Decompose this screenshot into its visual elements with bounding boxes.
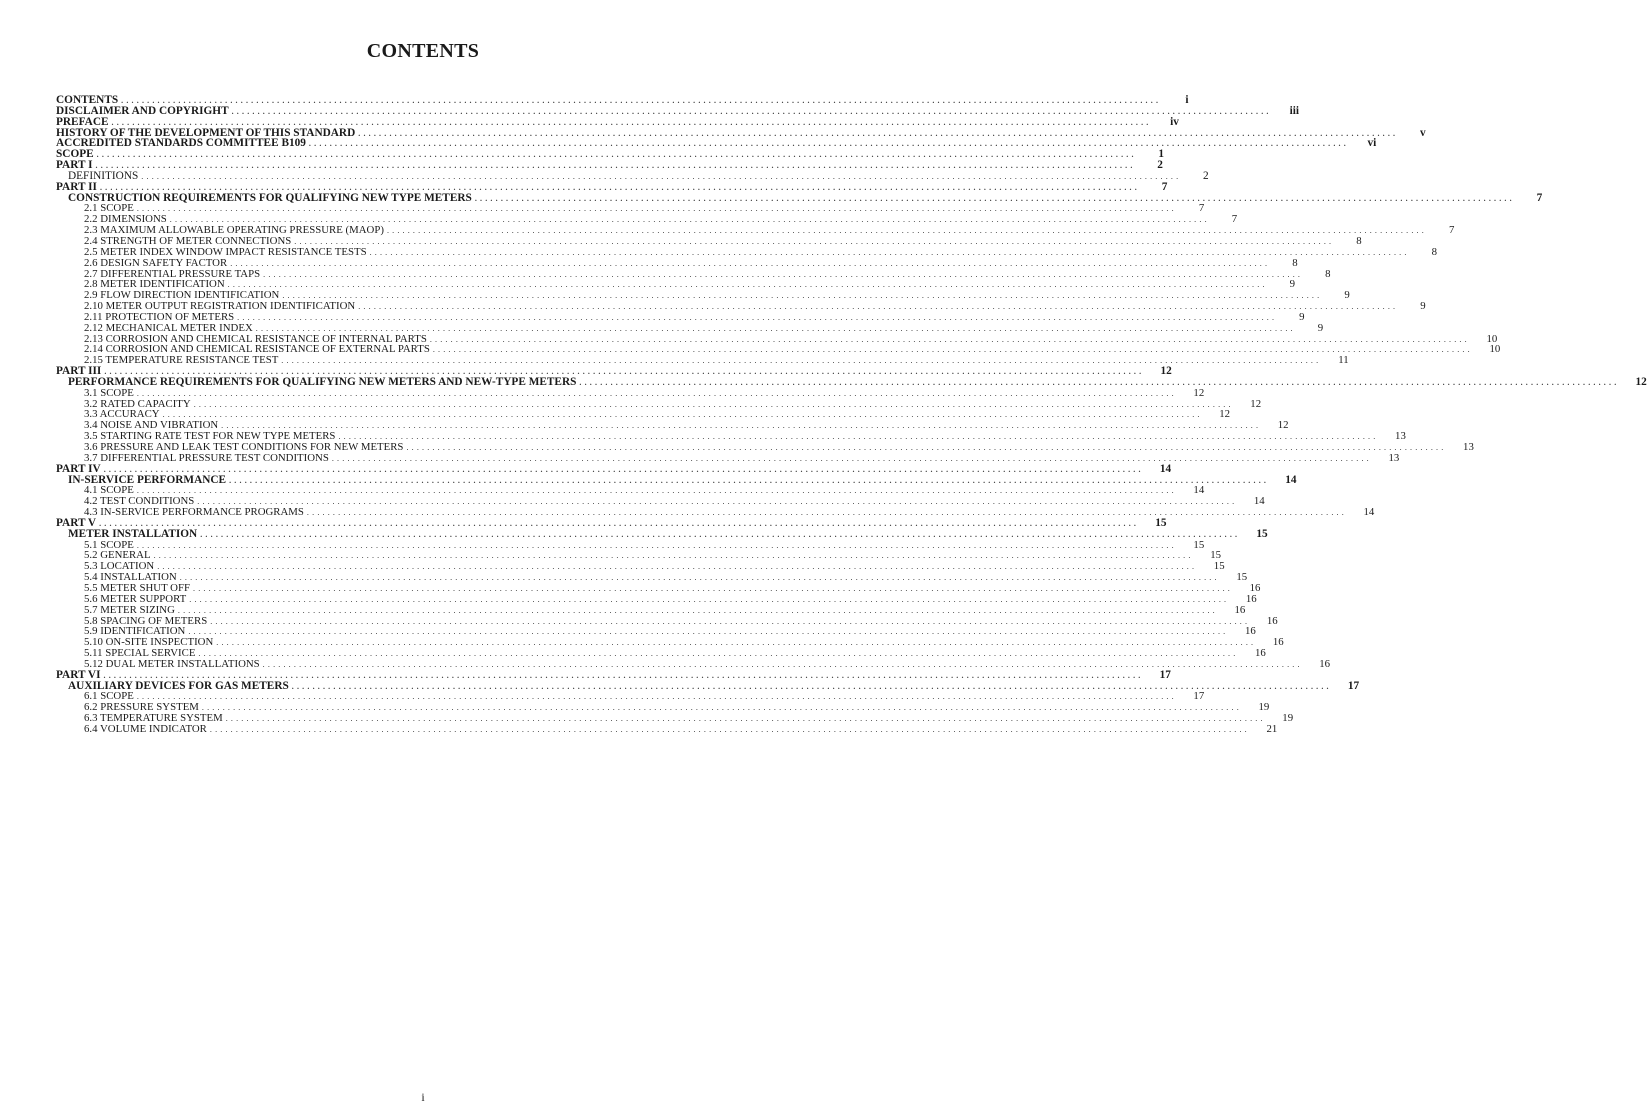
- toc-entry-label: 5.2 GENERAL: [84, 549, 151, 562]
- toc-entry-label: 5.4 INSTALLATION: [84, 571, 177, 584]
- table-of-contents: [56, 94, 1647, 735]
- dot-leader: . . . . . . . . . . . . . . . . . . . . . . . . . . . . . . . . . . . . . . . . . . . . . . . . . . . . . . . . . . . . . . . . . . . . . . . . . . . . . . . . . . . . . . . . . . . . . . . . . . . . . . . . . . . . . . . . . . . . . . . . . . . . . . . . . . . . . . . . . . . . . . . . . . . . . . . . . . . . . . . . . . . . . . . . . . . . . . . . . . . . . . . . . . . . . . . . . . . . . . . .: [210, 616, 1248, 626]
- toc-entry[interactable]: [56, 191, 1543, 204]
- toc-entry-label: 5.9 IDENTIFICATION: [84, 625, 186, 638]
- dot-leader: . . . . . . . . . . . . . . . . . . . . . . . . . . . . . . . . . . . . . . . . . . . . . . . . . . . . . . . . . . . . . . . . . . . . . . . . . . . . . . . . . . . . . . . . . . . . . . . . . . . . . . . . . . . . . . . . . . . . . . . . . . . . . . . . . . . . . . . . . . . . . . . . . . . . . . . . . . . . . . . . . . . . . . . . . . . . . . . . . . . . . . . . . . . . . . . . . . . . . . . .: [188, 627, 1226, 637]
- toc-entry-page: i: [1185, 94, 1189, 106]
- toc-entry-page: 8: [1292, 256, 1298, 269]
- dot-leader: . . . . . . . . . . . . . . . . . . . . . . . . . . . . . . . . . . . . . . . . . . . . . . . . . . . . . . . . . . . . . . . . . . . . . . . . . . . . . . . . . . . . . . . . . . . . . . . . . . . . . . . . . . . . . . . . . . . . . . . . . . . . . . . . . . . . . . . . . . . . . . . . . . . . . . . . . . . . . . . . . . . . . . . . . . . . . . . . . . . . . . . . . . . . . . . . . . . . . . . .: [432, 345, 1471, 355]
- toc-entry-page: 13: [1388, 451, 1400, 464]
- toc-entry-label: 2.3 MAXIMUM ALLOWABLE OPERATING PRESSURE (MAOP): [84, 224, 384, 237]
- toc-entry[interactable]: [56, 159, 1163, 172]
- toc-entry-label: PART VI: [56, 668, 101, 681]
- toc-entry-label: 5.1 SCOPE: [84, 538, 134, 551]
- toc-entry-page: v: [1420, 126, 1426, 139]
- toc-entry-page: 10: [1489, 343, 1501, 356]
- toc-entry-page: 12: [1160, 365, 1172, 378]
- toc-entry-label: 4.1 SCOPE: [84, 484, 134, 497]
- toc-entry-label: 2.11 PROTECTION OF METERS: [84, 310, 235, 323]
- toc-entry-page: 16: [1319, 657, 1331, 670]
- dot-leader: . . . . . . . . . . . . . . . . . . . . . . . . . . . . . . . . . . . . . . . . . . . . . . . . . . . . . . . . . . . . . . . . . . . . . . . . . . . . . . . . . . . . . . . . . . . . . . . . . . . . . . . . . . . . . . . . . . . . . . . . . . . . . . . . . . . . . . . . . . . . . . . . . . . . . . . . . . . . . . . . . . . . . . . . . . . . . . . . . . . . . . . . . . . . . . . . . . . . . . . .: [230, 258, 1268, 268]
- toc-entry-label: 2.15 TEMPERATURE RESISTANCE TEST: [84, 354, 279, 367]
- toc-entry-page: 19: [1258, 701, 1270, 714]
- toc-entry-page: iv: [1170, 115, 1179, 128]
- dot-leader: . . . . . . . . . . . . . . . . . . . . . . . . . . . . . . . . . . . . . . . . . . . . . . . . . . . . . . . . . . . . . . . . . . . . . . . . . . . . . . . . . . . . . . . . . . . . . . . . . . . . . . . . . . . . . . . . . . . . . . . . . . . . . . . . . . . . . . . . . . . . . . . . . . . . . . . . . . . . . . . . . . . . . . . . . . . . . . . . . . . . . . . . . . . . . . . . . . . . . . . .: [136, 388, 1175, 398]
- toc-entry-label: PREFACE: [56, 115, 109, 128]
- toc-entry-page: 13: [1395, 430, 1406, 443]
- toc-entry-page: 7: [1161, 180, 1168, 193]
- toc-entry[interactable]: [56, 256, 1298, 269]
- toc-entry[interactable]: [56, 657, 1331, 670]
- toc-entry-page: 9: [1289, 278, 1296, 291]
- toc-entry[interactable]: [56, 321, 1324, 334]
- toc-entry[interactable]: [56, 451, 1400, 464]
- toc-entry-label: 2.7 DIFFERENTIAL PRESSURE TAPS: [84, 267, 261, 280]
- toc-entry-label: 3.5 STARTING RATE TEST FOR NEW TYPE METERS: [84, 430, 336, 443]
- toc-entry-label: METER INSTALLATION: [68, 527, 198, 540]
- toc-entry[interactable]: [56, 527, 1268, 540]
- dot-leader: . . . . . . . . . . . . . . . . . . . . . . . . . . . . . . . . . . . . . . . . . . . . . . . . . . . . . . . . . . . . . . . . . . . . . . . . . . . . . . . . . . . . . . . . . . . . . . . . . . . . . . . . . . . . . . . . . . . . . . . . . . . . . . . . . . . . . . . . . . . . . . . . . . . . . . . . . . . . . . . . . . . . . . . . . . . . . . . . . . . . . . . . . . . . . . . . . . . . . . . .: [331, 453, 1370, 463]
- toc-entry-label: 5.7 METER SIZING: [84, 603, 175, 616]
- toc-entry-label: PART IV: [56, 462, 101, 475]
- dot-leader: . . . . . . . . . . . . . . . . . . . . . . . . . . . . . . . . . . . . . . . . . . . . . . . . . . . . . . . . . . . . . . . . . . . . . . . . . . . . . . . . . . . . . . . . . . . . . . . . . . . . . . . . . . . . . . . . . . . . . . . . . . . . . . . . . . . . . . . . . . . . . . . . . . . . . . . . . . . . . . . . . . . . . . . . . . . . . . . . . . . . . . . . . . . . . . . . . . . . . . . .: [281, 356, 1319, 366]
- dot-leader: . . . . . . . . . . . . . . . . . . . . . . . . . . . . . . . . . . . . . . . . . . . . . . . . . . . . . . . . . . . . . . . . . . . . . . . . . . . . . . . . . . . . . . . . . . . . . . . . . . . . . . . . . . . . . . . . . . . . . . . . . . . . . . . . . . . . . . . . . . . . . . . . . . . . . . . . . . . . . . . . . . . . . . . . . . . . . . . . . . . . . . . . . . . . . . . . . . . . . . . .: [162, 410, 1201, 420]
- toc-entry-label: PART V: [56, 516, 97, 529]
- dot-leader: . . . . . . . . . . . . . . . . . . . . . . . . . . . . . . . . . . . . . . . . . . . . . . . . . . . . . . . . . . . . . . . . . . . . . . . . . . . . . . . . . . . . . . . . . . . . . . . . . . . . . . . . . . . . . . . . . . . . . . . . . . . . . . . . . . . . . . . . . . . . . . . . . . . . . . . . . . . . . . . . . . . . . . . . . . . . . . . . . . . . . . . . . . . . . . . . . . . . . . . .: [386, 226, 1425, 236]
- toc-entry[interactable]: [56, 354, 1349, 367]
- toc-entry-page: 19: [1282, 712, 1294, 725]
- toc-entry[interactable]: [56, 115, 1179, 128]
- toc-entry-page: 8: [1325, 267, 1331, 280]
- toc-entry[interactable]: [56, 722, 1278, 735]
- toc-entry-page: 9: [1344, 289, 1350, 302]
- toc-entry[interactable]: [56, 180, 1168, 193]
- toc-entry-label: DISCLAIMER AND COPYRIGHT: [56, 104, 229, 117]
- toc-entry-page: 12: [1250, 397, 1262, 410]
- dot-leader: . . . . . . . . . . . . . . . . . . . . . . . . . . . . . . . . . . . . . . . . . . . . . . . . . . . . . . . . . . . . . . . . . . . . . . . . . . . . . . . . . . . . . . . . . . . . . . . . . . . . . . . . . . . . . . . . . . . . . . . . . . . . . . . . . . . . . . . . . . . . . . . . . . . . . . . . . . . . . . . . . . . . . . . . . . . . . . . . . . . . . . . . . . . . . . . . . . . . . . . .: [263, 269, 1301, 279]
- toc-entry-label: PART II: [56, 180, 97, 193]
- toc-entry-label: 5.6 METER SUPPORT: [84, 592, 187, 605]
- toc-entry-label: ACCREDITED STANDARDS COMMITTEE B109: [56, 137, 306, 150]
- dot-leader: . . . . . . . . . . . . . . . . . . . . . . . . . . . . . . . . . . . . . . . . . . . . . . . . . . . . . . . . . . . . . . . . . . . . . . . . . . . . . . . . . . . . . . . . . . . . . . . . . . . . . . . . . . . . . . . . . . . . . . . . . . . . . . . . . . . . . . . . . . . . . . . . . . . . . . . . . . . . . . . . . . . . . . . . . . . . . . . . . . . . . . . . . . . . . . . . . . . . . . . .: [179, 573, 1218, 583]
- toc-entry-page: 14: [1285, 473, 1297, 486]
- dot-leader: . . . . . . . . . . . . . . . . . . . . . . . . . . . . . . . . . . . . . . . . . . . . . . . . . . . . . . . . . . . . . . . . . . . . . . . . . . . . . . . . . . . . . . . . . . . . . . . . . . . . . . . . . . . . . . . . . . . . . . . . . . . . . . . . . . . . . . . . . . . . . . . . . . . . . . . . . . . . . . . . . . . . . . . . . . . . . . . . . . . . . . . . . . . . . . . . . . . . . . . .: [201, 703, 1240, 713]
- dot-leader: . . . . . . . . . . . . . . . . . . . . . . . . . . . . . . . . . . . . . . . . . . . . . . . . . . . . . . . . . . . . . . . . . . . . . . . . . . . . . . . . . . . . . . . . . . . . . . . . . . . . . . . . . . . . . . . . . . . . . . . . . . . . . . . . . . . . . . . . . . . . . . . . . . . . . . . . . . . . . . . . . . . . . . . . . . . . . . . . . . . . . . . . . . . . . . . . . . . . . . . .: [177, 605, 1216, 615]
- toc-entry-page: 8: [1356, 234, 1362, 247]
- dot-leader: . . . . . . . . . . . . . . . . . . . . . . . . . . . . . . . . . . . . . . . . . . . . . . . . . . . . . . . . . . . . . . . . . . . . . . . . . . . . . . . . . . . . . . . . . . . . . . . . . . . . . . . . . . . . . . . . . . . . . . . . . . . . . . . . . . . . . . . . . . . . . . . . . . . . . . . . . . . . . . . . . . . . . . . . . . . . . . . . . . . . . . . . . . . . . . . . . . . . . . . .: [358, 302, 1396, 312]
- dot-leader: . . . . . . . . . . . . . . . . . . . . . . . . . . . . . . . . . . . . . . . . . . . . . . . . . . . . . . . . . . . . . . . . . . . . . . . . . . . . . . . . . . . . . . . . . . . . . . . . . . . . . . . . . . . . . . . . . . . . . . . . . . . . . . . . . . . . . . . . . . . . . . . . . . . . . . . . . . . . . . . . . . . . . . . . . . . . . . . . . . . . . . . . . . . . . . . . . . . . . . . .: [96, 150, 1135, 160]
- toc-entry-label: 2.9 FLOW DIRECTION IDENTIFICATION: [84, 289, 280, 302]
- toc-entry-label: CONSTRUCTION REQUIREMENTS FOR QUALIFYING NEW TYPE METERS: [68, 191, 472, 204]
- toc-entry-page: 14: [1193, 484, 1205, 497]
- dot-leader: . . . . . . . . . . . . . . . . . . . . . . . . . . . . . . . . . . . . . . . . . . . . . . . . . . . . . . . . . . . . . . . . . . . . . . . . . . . . . . . . . . . . . . . . . . . . . . . . . . . . . . . . . . . . . . . . . . . . . . . . . . . . . . . . . . . . . . . . . . . . . . . . . . . . . . . . . . . . . . . . . . . . . . . . . . . . . . . . . . . . . . . . . . . . . . . . . . . . . . . .: [111, 117, 1149, 127]
- toc-entry-label: 5.12 DUAL METER INSTALLATIONS: [84, 657, 260, 670]
- toc-entry-page: 15: [1155, 516, 1167, 529]
- toc-entry-page: 2: [1157, 159, 1163, 172]
- toc-entry-label: 2.14 CORROSION AND CHEMICAL RESISTANCE OF EXTERNAL PARTS: [84, 343, 430, 356]
- toc-entry-page: 17: [1159, 668, 1171, 681]
- dot-leader: . . . . . . . . . . . . . . . . . . . . . . . . . . . . . . . . . . . . . . . . . . . . . . . . . . . . . . . . . . . . . . . . . . . . . . . . . . . . . . . . . . . . . . . . . . . . . . . . . . . . . . . . . . . . . . . . . . . . . . . . . . . . . . . . . . . . . . . . . . . . . . . . . . . . . . . . . . . . . . . . . . . . . . . . . . . . . . . . . . . . . . . . . . . . . . . . . . . . . . . .: [369, 247, 1407, 257]
- dot-leader: . . . . . . . . . . . . . . . . . . . . . . . . . . . . . . . . . . . . . . . . . . . . . . . . . . . . . . . . . . . . . . . . . . . . . . . . . . . . . . . . . . . . . . . . . . . . . . . . . . . . . . . . . . . . . . . . . . . . . . . . . . . . . . . . . . . . . . . . . . . . . . . . . . . . . . . . . . . . . . . . . . . . . . . . . . . . . . . . . . . . . . . . . . . . . . . . . . . . . . . .: [200, 529, 1238, 539]
- page-number: i: [421, 1090, 425, 1104]
- toc-entry[interactable]: [56, 538, 1205, 551]
- dot-leader: . . . . . . . . . . . . . . . . . . . . . . . . . . . . . . . . . . . . . . . . . . . . . . . . . . . . . . . . . . . . . . . . . . . . . . . . . . . . . . . . . . . . . . . . . . . . . . . . . . . . . . . . . . . . . . . . . . . . . . . . . . . . . . . . . . . . . . . . . . . . . . . . . . . . . . . . . . . . . . . . . . . . . . . . . . . . . . . . . . . . . . . . . . . . . . . . . . . . . . . .: [136, 204, 1175, 214]
- toc-entry-page: 21: [1266, 722, 1278, 735]
- toc-entry[interactable]: [56, 473, 1297, 486]
- toc-entry-label: 2.12 MECHANICAL METER INDEX: [84, 321, 253, 334]
- toc-entry-label: 6.4 VOLUME INDICATOR: [84, 722, 207, 735]
- toc-entry-label: PART I: [56, 159, 93, 172]
- dot-leader: . . . . . . . . . . . . . . . . . . . . . . . . . . . . . . . . . . . . . . . . . . . . . . . . . . . . . . . . . . . . . . . . . . . . . . . . . . . . . . . . . . . . . . . . . . . . . . . . . . . . . . . . . . . . . . . . . . . . . . . . . . . . . . . . . . . . . . . . . . . . . . . . . . . . . . . . . . . . . . . . . . . . . . . . . . . . . . . . . . . . . . . . . . . . . . . . . . . . . . . .: [103, 670, 1141, 680]
- dot-leader: . . . . . . . . . . . . . . . . . . . . . . . . . . . . . . . . . . . . . . . . . . . . . . . . . . . . . . . . . . . . . . . . . . . . . . . . . . . . . . . . . . . . . . . . . . . . . . . . . . . . . . . . . . . . . . . . . . . . . . . . . . . . . . . . . . . . . . . . . . . . . . . . . . . . . . . . . . . . . . . . . . . . . . . . . . . . . . . . . . . . . . . . . . . . . . . . . . . . . . . .: [579, 377, 1617, 387]
- dot-leader: . . . . . . . . . . . . . . . . . . . . . . . . . . . . . . . . . . . . . . . . . . . . . . . . . . . . . . . . . . . . . . . . . . . . . . . . . . . . . . . . . . . . . . . . . . . . . . . . . . . . . . . . . . . . . . . . . . . . . . . . . . . . . . . . . . . . . . . . . . . . . . . . . . . . . . . . . . . . . . . . . . . . . . . . . . . . . . . . . . . . . . . . . . . . . . . . . . . . . . . .: [221, 421, 1259, 431]
- dot-leader: . . . . . . . . . . . . . . . . . . . . . . . . . . . . . . . . . . . . . . . . . . . . . . . . . . . . . . . . . . . . . . . . . . . . . . . . . . . . . . . . . . . . . . . . . . . . . . . . . . . . . . . . . . . . . . . . . . . . . . . . . . . . . . . . . . . . . . . . . . . . . . . . . . . . . . . . . . . . . . . . . . . . . . . . . . . . . . . . . . . . . . . . . . . . . . . . . . . . . . . .: [291, 681, 1330, 691]
- toc-entry[interactable]: [56, 679, 1360, 692]
- toc-entry-label: 6.2 PRESSURE SYSTEM: [84, 701, 199, 714]
- toc-entry-label: IN-SERVICE PERFORMANCE: [68, 473, 227, 486]
- dot-leader: . . . . . . . . . . . . . . . . . . . . . . . . . . . . . . . . . . . . . . . . . . . . . . . . . . . . . . . . . . . . . . . . . . . . . . . . . . . . . . . . . . . . . . . . . . . . . . . . . . . . . . . . . . . . . . . . . . . . . . . . . . . . . . . . . . . . . . . . . . . . . . . . . . . . . . . . . . . . . . . . . . . . . . . . . . . . . . . . . . . . . . . . . . . . . . . . . . . . . . . .: [216, 638, 1254, 648]
- toc-entry[interactable]: [56, 137, 1377, 150]
- toc-entry[interactable]: [56, 386, 1205, 399]
- toc-entry-page: 16: [1272, 636, 1284, 649]
- toc-entry[interactable]: [56, 603, 1246, 616]
- toc-entry-label: HISTORY OF THE DEVELOPMENT OF THIS STANDARD: [56, 126, 356, 139]
- toc-entry-label: 3.4 NOISE AND VIBRATION: [84, 419, 219, 432]
- toc-entry-page: 12: [1277, 419, 1289, 432]
- toc-entry-label: 5.5 METER SHUT OFF: [84, 581, 190, 594]
- toc-entry-page: 9: [1299, 310, 1305, 323]
- dot-leader: . . . . . . . . . . . . . . . . . . . . . . . . . . . . . . . . . . . . . . . . . . . . . . . . . . . . . . . . . . . . . . . . . . . . . . . . . . . . . . . . . . . . . . . . . . . . . . . . . . . . . . . . . . . . . . . . . . . . . . . . . . . . . . . . . . . . . . . . . . . . . . . . . . . . . . . . . . . . . . . . . . . . . . . . . . . . . . . . . . . . . . . . . . . . . . . . . . . . . . . .: [209, 724, 1248, 734]
- toc-entry-page: 9: [1317, 321, 1324, 334]
- toc-entry-label: 4.2 TEST CONDITIONS: [84, 495, 195, 508]
- toc-entry-label: 3.1 SCOPE: [84, 386, 134, 399]
- dot-leader: . . . . . . . . . . . . . . . . . . . . . . . . . . . . . . . . . . . . . . . . . . . . . . . . . . . . . . . . . . . . . . . . . . . . . . . . . . . . . . . . . . . . . . . . . . . . . . . . . . . . . . . . . . . . . . . . . . . . . . . . . . . . . . . . . . . . . . . . . . . . . . . . . . . . . . . . . . . . . . . . . . . . . . . . . . . . . . . . . . . . . . . . . . . . . . . . . . . . . . . .: [157, 562, 1195, 572]
- toc-entry[interactable]: [56, 375, 1647, 388]
- dot-leader: . . . . . . . . . . . . . . . . . . . . . . . . . . . . . . . . . . . . . . . . . . . . . . . . . . . . . . . . . . . . . . . . . . . . . . . . . . . . . . . . . . . . . . . . . . . . . . . . . . . . . . . . . . . . . . . . . . . . . . . . . . . . . . . . . . . . . . . . . . . . . . . . . . . . . . . . . . . . . . . . . . . . . . . . . . . . . . . . . . . . . . . . . . . . . . . . . . . . . . . .: [169, 215, 1208, 225]
- toc-entry[interactable]: [56, 668, 1171, 681]
- dot-leader: . . . . . . . . . . . . . . . . . . . . . . . . . . . . . . . . . . . . . . . . . . . . . . . . . . . . . . . . . . . . . . . . . . . . . . . . . . . . . . . . . . . . . . . . . . . . . . . . . . . . . . . . . . . . . . . . . . . . . . . . . . . . . . . . . . . . . . . . . . . . . . . . . . . . . . . . . . . . . . . . . . . . . . . . . . . . . . . . . . . . . . . . . . . . . . . . . . . . . . . .: [406, 443, 1444, 452]
- toc-entry-page: 15: [1213, 560, 1225, 573]
- toc-entry-label: 2.8 METER IDENTIFICATION: [84, 278, 225, 291]
- toc-entry-label: 3.2 RATED CAPACITY: [84, 397, 191, 410]
- toc-entry-label: PERFORMANCE REQUIREMENTS FOR QUALIFYING NEW METERS AND NEW-TYPE METERS: [68, 375, 577, 388]
- toc-entry[interactable]: [56, 506, 1375, 519]
- dot-leader: . . . . . . . . . . . . . . . . . . . . . . . . . . . . . . . . . . . . . . . . . . . . . . . . . . . . . . . . . . . . . . . . . . . . . . . . . . . . . . . . . . . . . . . . . . . . . . . . . . . . . . . . . . . . . . . . . . . . . . . . . . . . . . . . . . . . . . . . . . . . . . . . . . . . . . . . . . . . . . . . . . . . . . . . . . . . . . . . . . . . . . . . . . . . . . . . . . . . . . . .: [136, 486, 1175, 496]
- toc-entry-page: vi: [1367, 137, 1377, 150]
- dot-leader: . . . . . . . . . . . . . . . . . . . . . . . . . . . . . . . . . . . . . . . . . . . . . . . . . . . . . . . . . . . . . . . . . . . . . . . . . . . . . . . . . . . . . . . . . . . . . . . . . . . . . . . . . . . . . . . . . . . . . . . . . . . . . . . . . . . . . . . . . . . . . . . . . . . . . . . . . . . . . . . . . . . . . . . . . . . . . . . . . . . . . . . . . . . . . . . . . . . . . . . .: [95, 161, 1133, 171]
- toc-entry-label: 5.3 LOCATION: [84, 560, 155, 573]
- toc-entry-page: 10: [1486, 332, 1498, 345]
- dot-leader: . . . . . . . . . . . . . . . . . . . . . . . . . . . . . . . . . . . . . . . . . . . . . . . . . . . . . . . . . . . . . . . . . . . . . . . . . . . . . . . . . . . . . . . . . . . . . . . . . . . . . . . . . . . . . . . . . . . . . . . . . . . . . . . . . . . . . . . . . . . . . . . . . . . . . . . . . . . . . . . . . . . . . . . . . . . . . . . . . . . . . . . . . . . . . . . . . . . . . . . .: [225, 714, 1264, 724]
- toc-entry-label: 4.3 IN-SERVICE PERFORMANCE PROGRAMS: [84, 506, 304, 519]
- toc-entry-label: 6.3 TEMPERATURE SYSTEM: [84, 712, 223, 725]
- toc-entry-label: SCOPE: [56, 148, 94, 161]
- toc-entry-page: 15: [1193, 538, 1205, 551]
- toc-entry-page: 16: [1244, 625, 1256, 638]
- dot-leader: . . . . . . . . . . . . . . . . . . . . . . . . . . . . . . . . . . . . . . . . . . . . . . . . . . . . . . . . . . . . . . . . . . . . . . . . . . . . . . . . . . . . . . . . . . . . . . . . . . . . . . . . . . . . . . . . . . . . . . . . . . . . . . . . . . . . . . . . . . . . . . . . . . . . . . . . . . . . . . . . . . . . . . . . . . . . . . . . . . . . . . . . . . . . . . . . . . . . . . . .: [104, 367, 1142, 377]
- toc-entry-page: 17: [1347, 679, 1360, 692]
- toc-entry-page: 15: [1256, 527, 1268, 540]
- toc-entry-page: 7: [1231, 213, 1238, 226]
- toc-entry-label: 2.6 DESIGN SAFETY FACTOR: [84, 256, 228, 269]
- toc-entry-page: 14: [1159, 462, 1172, 475]
- toc-entry-label: 5.10 ON-SITE INSPECTION: [84, 636, 214, 649]
- toc-entry-page: 16: [1245, 592, 1257, 605]
- dot-leader: . . . . . . . . . . . . . . . . . . . . . . . . . . . . . . . . . . . . . . . . . . . . . . . . . . . . . . . . . . . . . . . . . . . . . . . . . . . . . . . . . . . . . . . . . . . . . . . . . . . . . . . . . . . . . . . . . . . . . . . . . . . . . . . . . . . . . . . . . . . . . . . . . . . . . . . . . . . . . . . . . . . . . . . . . . . . . . . . . . . . . . . . . . . . . . . . . . . . . . . .: [338, 432, 1376, 442]
- toc-entry-page: 15: [1236, 571, 1248, 584]
- toc-entry-label: 5.8 SPACING OF METERS: [84, 614, 208, 627]
- toc-entry-page: 7: [1198, 202, 1205, 215]
- dot-leader: . . . . . . . . . . . . . . . . . . . . . . . . . . . . . . . . . . . . . . . . . . . . . . . . . . . . . . . . . . . . . . . . . . . . . . . . . . . . . . . . . . . . . . . . . . . . . . . . . . . . . . . . . . . . . . . . . . . . . . . . . . . . . . . . . . . . . . . . . . . . . . . . . . . . . . . . . . . . . . . . . . . . . . . . . . . . . . . . . . . . . . . . . . . . . . . . . . . . . . . .: [136, 692, 1175, 702]
- toc-entry-label: 3.6 PRESSURE AND LEAK TEST CONDITIONS FOR NEW METERS: [84, 441, 404, 453]
- toc-entry-page: 16: [1234, 603, 1246, 616]
- toc-entry[interactable]: [56, 104, 1300, 117]
- dot-leader: . . . . . . . . . . . . . . . . . . . . . . . . . . . . . . . . . . . . . . . . . . . . . . . . . . . . . . . . . . . . . . . . . . . . . . . . . . . . . . . . . . . . . . . . . . . . . . . . . . . . . . . . . . . . . . . . . . . . . . . . . . . . . . . . . . . . . . . . . . . . . . . . . . . . . . . . . . . . . . . . . . . . . . . . . . . . . . . . . . . . . . . . . . . . . . . . . . . . . . . .: [136, 540, 1175, 550]
- dot-leader: . . . . . . . . . . . . . . . . . . . . . . . . . . . . . . . . . . . . . . . . . . . . . . . . . . . . . . . . . . . . . . . . . . . . . . . . . . . . . . . . . . . . . . . . . . . . . . . . . . . . . . . . . . . . . . . . . . . . . . . . . . . . . . . . . . . . . . . . . . . . . . . . . . . . . . . . . . . . . . . . . . . . . . . . . . . . . . . . . . . . . . . . . . . . . . . . . . . . . . . .: [294, 236, 1332, 246]
- toc-entry-label: 2.1 SCOPE: [84, 202, 134, 215]
- dot-leader: . . . . . . . . . . . . . . . . . . . . . . . . . . . . . . . . . . . . . . . . . . . . . . . . . . . . . . . . . . . . . . . . . . . . . . . . . . . . . . . . . . . . . . . . . . . . . . . . . . . . . . . . . . . . . . . . . . . . . . . . . . . . . . . . . . . . . . . . . . . . . . . . . . . . . . . . . . . . . . . . . . . . . . . . . . . . . . . . . . . . . . . . . . . . . . . . . . . . . . . .: [103, 464, 1142, 474]
- dot-leader: . . . . . . . . . . . . . . . . . . . . . . . . . . . . . . . . . . . . . . . . . . . . . . . . . . . . . . . . . . . . . . . . . . . . . . . . . . . . . . . . . . . . . . . . . . . . . . . . . . . . . . . . . . . . . . . . . . . . . . . . . . . . . . . . . . . . . . . . . . . . . . . . . . . . . . . . . . . . . . . . . . . . . . . . . . . . . . . . . . . . . . . . . . . . . . . . . . . . . . . .: [227, 280, 1266, 290]
- toc-entry-label: 5.11 SPECIAL SERVICE: [84, 647, 196, 660]
- dot-leader: . . . . . . . . . . . . . . . . . . . . . . . . . . . . . . . . . . . . . . . . . . . . . . . . . . . . . . . . . . . . . . . . . . . . . . . . . . . . . . . . . . . . . . . . . . . . . . . . . . . . . . . . . . . . . . . . . . . . . . . . . . . . . . . . . . . . . . . . . . . . . . . . . . . . . . . . . . . . . . . . . . . . . . . . . . . . . . . . . . . . . . . . . . . . . . . . . . . . . . . .: [308, 139, 1347, 149]
- toc-entry-label: AUXILIARY DEVICES FOR GAS METERS: [68, 679, 289, 692]
- toc-entry-label: 2.5 METER INDEX WINDOW IMPACT RESISTANCE TESTS: [84, 245, 367, 258]
- dot-leader: . . . . . . . . . . . . . . . . . . . . . . . . . . . . . . . . . . . . . . . . . . . . . . . . . . . . . . . . . . . . . . . . . . . . . . . . . . . . . . . . . . . . . . . . . . . . . . . . . . . . . . . . . . . . . . . . . . . . . . . . . . . . . . . . . . . . . . . . . . . . . . . . . . . . . . . . . . . . . . . . . . . . . . . . . . . . . . . . . . . . . . . . . . . . . . . . . . . . . . . .: [255, 323, 1294, 333]
- toc-entry-page: 14: [1253, 495, 1265, 508]
- dot-leader: . . . . . . . . . . . . . . . . . . . . . . . . . . . . . . . . . . . . . . . . . . . . . . . . . . . . . . . . . . . . . . . . . . . . . . . . . . . . . . . . . . . . . . . . . . . . . . . . . . . . . . . . . . . . . . . . . . . . . . . . . . . . . . . . . . . . . . . . . . . . . . . . . . . . . . . . . . . . . . . . . . . . . . . . . . . . . . . . . . . . . . . . . . . . . . . . . . . . . . . .: [99, 182, 1138, 192]
- toc-entry-page: 13: [1463, 441, 1474, 453]
- toc-entry-page: 11: [1338, 354, 1349, 367]
- toc-entry-label: 3.3 ACCURACY: [84, 408, 160, 421]
- dot-leader: . . . . . . . . . . . . . . . . . . . . . . . . . . . . . . . . . . . . . . . . . . . . . . . . . . . . . . . . . . . . . . . . . . . . . . . . . . . . . . . . . . . . . . . . . . . . . . . . . . . . . . . . . . . . . . . . . . . . . . . . . . . . . . . . . . . . . . . . . . . . . . . . . . . . . . . . . . . . . . . . . . . . . . . . . . . . . . . . . . . . . . . . . . . . . . . . . . . . . . . .: [358, 128, 1396, 138]
- toc-entry-page: 9: [1420, 300, 1426, 313]
- toc-entry-label: PART III: [56, 365, 102, 378]
- dot-leader: . . . . . . . . . . . . . . . . . . . . . . . . . . . . . . . . . . . . . . . . . . . . . . . . . . . . . . . . . . . . . . . . . . . . . . . . . . . . . . . . . . . . . . . . . . . . . . . . . . . . . . . . . . . . . . . . . . . . . . . . . . . . . . . . . . . . . . . . . . . . . . . . . . . . . . . . . . . . . . . . . . . . . . . . . . . . . . . . . . . . . . . . . . . . . . . . . . . . . . . .: [197, 497, 1235, 507]
- dot-leader: . . . . . . . . . . . . . . . . . . . . . . . . . . . . . . . . . . . . . . . . . . . . . . . . . . . . . . . . . . . . . . . . . . . . . . . . . . . . . . . . . . . . . . . . . . . . . . . . . . . . . . . . . . . . . . . . . . . . . . . . . . . . . . . . . . . . . . . . . . . . . . . . . . . . . . . . . . . . . . . . . . . . . . . . . . . . . . . . . . . . . . . . . . . . . . . . . . . . . . . .: [229, 475, 1267, 485]
- toc-entry-label: 2.10 METER OUTPUT REGISTRATION IDENTIFICATION: [84, 300, 356, 313]
- toc-entry-page: 12: [1635, 375, 1647, 388]
- dot-leader: . . . . . . . . . . . . . . . . . . . . . . . . . . . . . . . . . . . . . . . . . . . . . . . . . . . . . . . . . . . . . . . . . . . . . . . . . . . . . . . . . . . . . . . . . . . . . . . . . . . . . . . . . . . . . . . . . . . . . . . . . . . . . . . . . . . . . . . . . . . . . . . . . . . . . . . . . . . . . . . . . . . . . . . . . . . . . . . . . . . . . . . . . . . . . . . . . . . . . . . .: [198, 649, 1236, 659]
- toc-entry-page: 8: [1431, 245, 1437, 258]
- toc-entry-page: 7: [1448, 224, 1455, 237]
- dot-leader: . . . . . . . . . . . . . . . . . . . . . . . . . . . . . . . . . . . . . . . . . . . . . . . . . . . . . . . . . . . . . . . . . . . . . . . . . . . . . . . . . . . . . . . . . . . . . . . . . . . . . . . . . . . . . . . . . . . . . . . . . . . . . . . . . . . . . . . . . . . . . . . . . . . . . . . . . . . . . . . . . . . . . . . . . . . . . . . . . . . . . . . . . . . . . . . . . . . . . . . .: [153, 551, 1191, 561]
- dot-leader: . . . . . . . . . . . . . . . . . . . . . . . . . . . . . . . . . . . . . . . . . . . . . . . . . . . . . . . . . . . . . . . . . . . . . . . . . . . . . . . . . . . . . . . . . . . . . . . . . . . . . . . . . . . . . . . . . . . . . . . . . . . . . . . . . . . . . . . . . . . . . . . . . . . . . . . . . . . . . . . . . . . . . . . . . . . . . . . . . . . . . . . . . . . . . . . . . . . . . . . .: [231, 106, 1270, 116]
- toc-entry-page: 15: [1210, 549, 1221, 562]
- toc-entry[interactable]: [56, 462, 1172, 475]
- toc-entry[interactable]: [56, 549, 1221, 562]
- toc-entry-page: 2: [1203, 169, 1209, 182]
- dot-leader: . . . . . . . . . . . . . . . . . . . . . . . . . . . . . . . . . . . . . . . . . . . . . . . . . . . . . . . . . . . . . . . . . . . . . . . . . . . . . . . . . . . . . . . . . . . . . . . . . . . . . . . . . . . . . . . . . . . . . . . . . . . . . . . . . . . . . . . . . . . . . . . . . . . . . . . . . . . . . . . . . . . . . . . . . . . . . . . . . . . . . . . . . . . . . . . . . . . . . . . .: [121, 96, 1159, 105]
- dot-leader: . . . . . . . . . . . . . . . . . . . . . . . . . . . . . . . . . . . . . . . . . . . . . . . . . . . . . . . . . . . . . . . . . . . . . . . . . . . . . . . . . . . . . . . . . . . . . . . . . . . . . . . . . . . . . . . . . . . . . . . . . . . . . . . . . . . . . . . . . . . . . . . . . . . . . . . . . . . . . . . . . . . . . . . . . . . . . . . . . . . . . . . . . . . . . . . . . . . . . . . .: [282, 291, 1320, 301]
- dot-leader: . . . . . . . . . . . . . . . . . . . . . . . . . . . . . . . . . . . . . . . . . . . . . . . . . . . . . . . . . . . . . . . . . . . . . . . . . . . . . . . . . . . . . . . . . . . . . . . . . . . . . . . . . . . . . . . . . . . . . . . . . . . . . . . . . . . . . . . . . . . . . . . . . . . . . . . . . . . . . . . . . . . . . . . . . . . . . . . . . . . . . . . . . . . . . . . . . . . . . . . .: [193, 399, 1232, 409]
- toc-entry[interactable]: [56, 148, 1165, 161]
- toc-entry-page: 16: [1249, 581, 1261, 594]
- toc-entry-label: 6.1 SCOPE: [84, 690, 134, 703]
- toc-entry-label: 2.13 CORROSION AND CHEMICAL RESISTANCE OF INTERNAL PARTS: [84, 332, 427, 345]
- dot-leader: . . . . . . . . . . . . . . . . . . . . . . . . . . . . . . . . . . . . . . . . . . . . . . . . . . . . . . . . . . . . . . . . . . . . . . . . . . . . . . . . . . . . . . . . . . . . . . . . . . . . . . . . . . . . . . . . . . . . . . . . . . . . . . . . . . . . . . . . . . . . . . . . . . . . . . . . . . . . . . . . . . . . . . . . . . . . . . . . . . . . . . . . . . . . . . . . . . . . . . . .: [193, 583, 1231, 593]
- toc-entry-label: CONTENTS: [56, 94, 119, 106]
- toc-entry-page: 12: [1193, 386, 1205, 399]
- toc-entry-page: 16: [1266, 614, 1278, 627]
- toc-entry-page: 14: [1363, 506, 1375, 519]
- toc-entry-label: 3.7 DIFFERENTIAL PRESSURE TEST CONDITIONS: [84, 451, 329, 464]
- dot-leader: . . . . . . . . . . . . . . . . . . . . . . . . . . . . . . . . . . . . . . . . . . . . . . . . . . . . . . . . . . . . . . . . . . . . . . . . . . . . . . . . . . . . . . . . . . . . . . . . . . . . . . . . . . . . . . . . . . . . . . . . . . . . . . . . . . . . . . . . . . . . . . . . . . . . . . . . . . . . . . . . . . . . . . . . . . . . . . . . . . . . . . . . . . . . . . . . . . . . . . . .: [99, 518, 1137, 528]
- dot-leader: . . . . . . . . . . . . . . . . . . . . . . . . . . . . . . . . . . . . . . . . . . . . . . . . . . . . . . . . . . . . . . . . . . . . . . . . . . . . . . . . . . . . . . . . . . . . . . . . . . . . . . . . . . . . . . . . . . . . . . . . . . . . . . . . . . . . . . . . . . . . . . . . . . . . . . . . . . . . . . . . . . . . . . . . . . . . . . . . . . . . . . . . . . . . . . . . . . . . . . . .: [429, 334, 1468, 344]
- dot-leader: . . . . . . . . . . . . . . . . . . . . . . . . . . . . . . . . . . . . . . . . . . . . . . . . . . . . . . . . . . . . . . . . . . . . . . . . . . . . . . . . . . . . . . . . . . . . . . . . . . . . . . . . . . . . . . . . . . . . . . . . . . . . . . . . . . . . . . . . . . . . . . . . . . . . . . . . . . . . . . . . . . . . . . . . . . . . . . . . . . . . . . . . . . . . . . . . . . . . . . . .: [141, 171, 1179, 181]
- toc-entry-label: 2.4 STRENGTH OF METER CONNECTIONS: [84, 234, 292, 247]
- toc-entry-page: 1: [1158, 148, 1165, 161]
- toc-entry-page: 16: [1255, 647, 1266, 660]
- toc-entry-page: iii: [1289, 104, 1300, 117]
- toc-entry-label: DEFINITIONS: [68, 169, 139, 182]
- dot-leader: . . . . . . . . . . . . . . . . . . . . . . . . . . . . . . . . . . . . . . . . . . . . . . . . . . . . . . . . . . . . . . . . . . . . . . . . . . . . . . . . . . . . . . . . . . . . . . . . . . . . . . . . . . . . . . . . . . . . . . . . . . . . . . . . . . . . . . . . . . . . . . . . . . . . . . . . . . . . . . . . . . . . . . . . . . . . . . . . . . . . . . . . . . . . . . . . . . . . . . . .: [262, 659, 1301, 669]
- dot-leader: . . . . . . . . . . . . . . . . . . . . . . . . . . . . . . . . . . . . . . . . . . . . . . . . . . . . . . . . . . . . . . . . . . . . . . . . . . . . . . . . . . . . . . . . . . . . . . . . . . . . . . . . . . . . . . . . . . . . . . . . . . . . . . . . . . . . . . . . . . . . . . . . . . . . . . . . . . . . . . . . . . . . . . . . . . . . . . . . . . . . . . . . . . . . . . . . . . . . . . . .: [189, 594, 1227, 604]
- dot-leader: . . . . . . . . . . . . . . . . . . . . . . . . . . . . . . . . . . . . . . . . . . . . . . . . . . . . . . . . . . . . . . . . . . . . . . . . . . . . . . . . . . . . . . . . . . . . . . . . . . . . . . . . . . . . . . . . . . . . . . . . . . . . . . . . . . . . . . . . . . . . . . . . . . . . . . . . . . . . . . . . . . . . . . . . . . . . . . . . . . . . . . . . . . . . . . . . . . . . . . . .: [474, 193, 1513, 203]
- toc-entry-label: 2.2 DIMENSIONS: [84, 213, 167, 226]
- dot-leader: . . . . . . . . . . . . . . . . . . . . . . . . . . . . . . . . . . . . . . . . . . . . . . . . . . . . . . . . . . . . . . . . . . . . . . . . . . . . . . . . . . . . . . . . . . . . . . . . . . . . . . . . . . . . . . . . . . . . . . . . . . . . . . . . . . . . . . . . . . . . . . . . . . . . . . . . . . . . . . . . . . . . . . . . . . . . . . . . . . . . . . . . . . . . . . . . . . . . . . . .: [237, 312, 1275, 322]
- toc-entry-page: 12: [1219, 408, 1231, 421]
- page-title: CONTENTS: [366, 40, 480, 62]
- toc-entry-page: 17: [1193, 690, 1205, 703]
- toc-entry-page: 7: [1536, 191, 1543, 204]
- toc-entry[interactable]: [56, 169, 1209, 182]
- dot-leader: . . . . . . . . . . . . . . . . . . . . . . . . . . . . . . . . . . . . . . . . . . . . . . . . . . . . . . . . . . . . . . . . . . . . . . . . . . . . . . . . . . . . . . . . . . . . . . . . . . . . . . . . . . . . . . . . . . . . . . . . . . . . . . . . . . . . . . . . . . . . . . . . . . . . . . . . . . . . . . . . . . . . . . . . . . . . . . . . . . . . . . . . . . . . . . . . . . . . . . . .: [306, 508, 1345, 518]
